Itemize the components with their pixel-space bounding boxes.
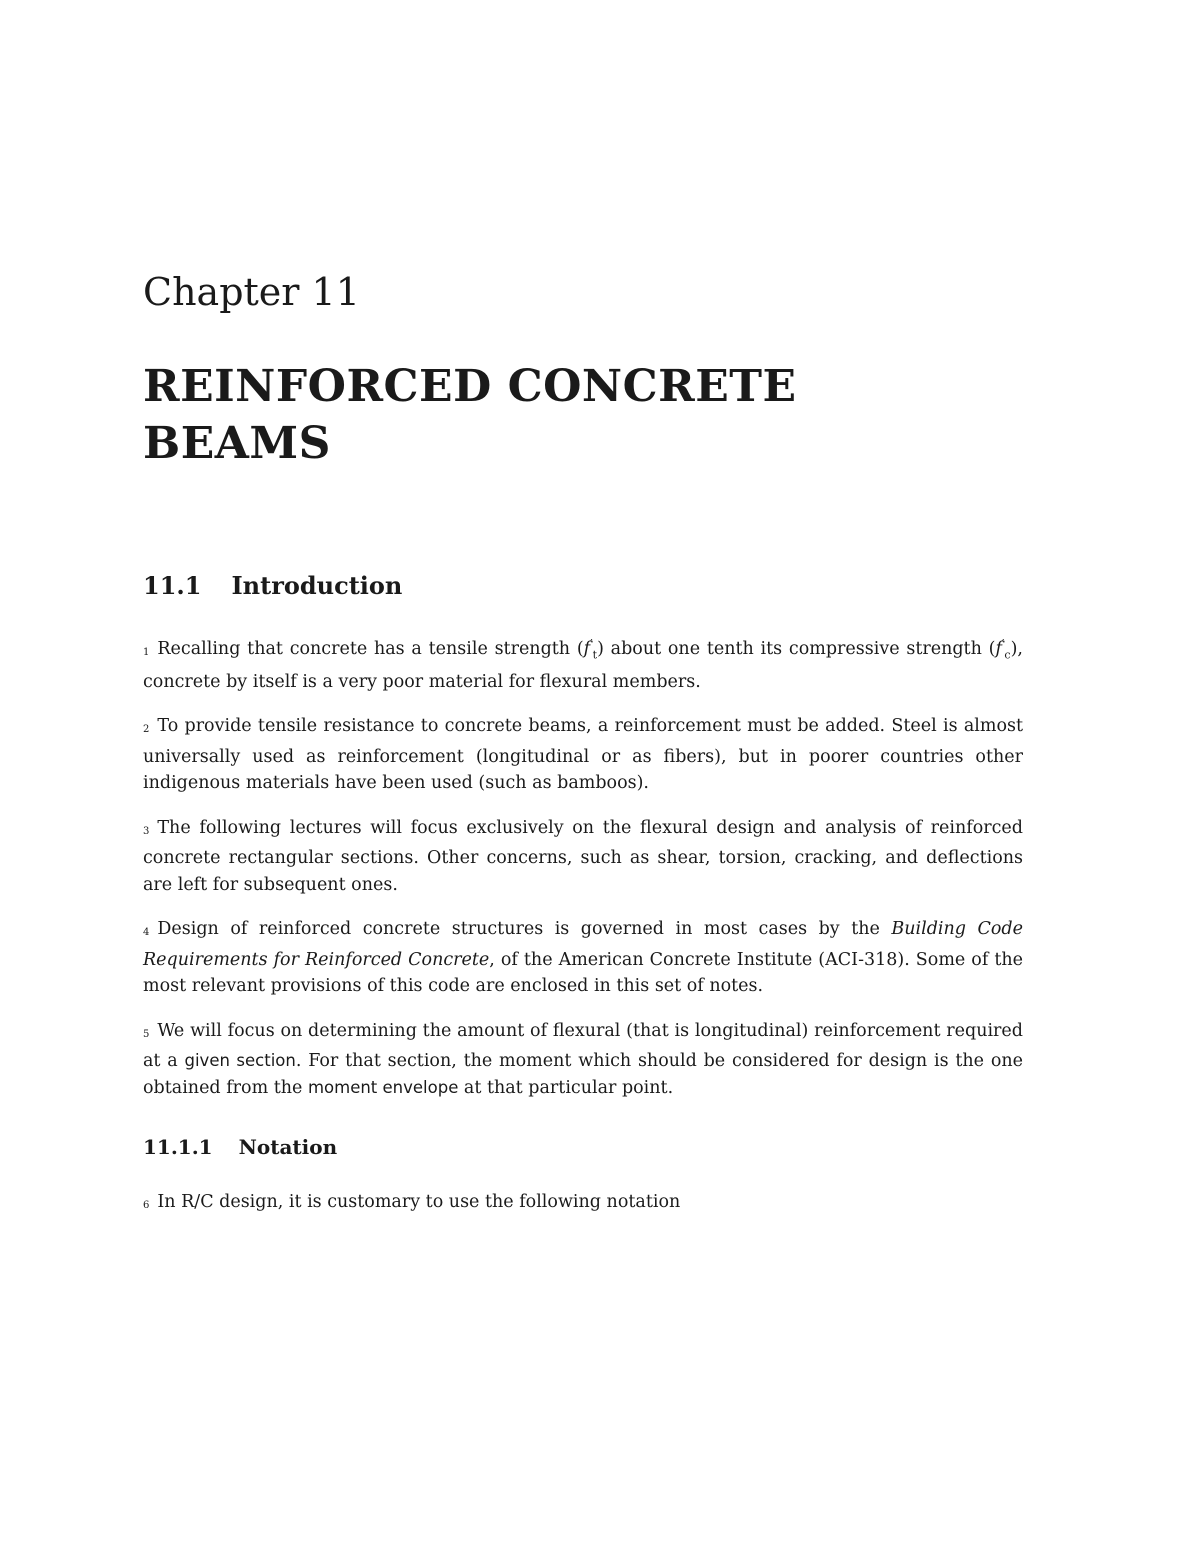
paragraph-text: , of the American Concrete Institute (ACI-318). Some of the most relevant provisions of this code are enclosed in this set of notes. xyxy=(143,949,1023,997)
paragraph-4 xyxy=(143,916,1023,1000)
paragraph-text: ) about one tenth its compressive strength ( xyxy=(597,638,996,659)
paragraph-number: 5 xyxy=(143,1028,150,1040)
paragraph-text: In R/C design, it is customary to use the following notation xyxy=(157,1192,681,1213)
section-title: Introduction xyxy=(231,570,403,600)
subsection-title: Notation xyxy=(238,1135,338,1160)
chapter-title-line1: REINFORCED CONCRETE xyxy=(143,360,797,412)
paragraph-3 xyxy=(143,815,1023,899)
paragraph-1 xyxy=(143,631,1023,695)
paragraph-text: at that particular point. xyxy=(458,1077,674,1098)
math-sup: ′ xyxy=(590,636,593,650)
math-base: f xyxy=(583,638,591,659)
paragraph-number: 6 xyxy=(143,1200,150,1212)
paragraph-number: 3 xyxy=(143,825,150,837)
section-number: 11.1 xyxy=(143,570,202,600)
paragraph-6 xyxy=(143,1189,1023,1220)
paragraph-text: ), concrete by itself is a very poor material for flexural members. xyxy=(143,638,1023,692)
paragraph-number: 1 xyxy=(143,646,150,658)
paragraph-text: Recalling that concrete has a tensile strength ( xyxy=(157,638,584,659)
paragraph-5 xyxy=(143,1018,1023,1102)
paragraph-text: Design of reinforced concrete structures is governed in most cases by the xyxy=(157,919,892,940)
paragraph-2 xyxy=(143,713,1023,797)
subsection-number: 11.1.1 xyxy=(143,1135,213,1160)
paragraph-text: To provide tensile resistance to concrete beams, a reinforcement must be added. Steel is almost universally used as reinforcement (longitudinal or as fibers), but in poorer countries other indigenous materials have been used (such as bamboos). xyxy=(143,716,1023,794)
paragraph-number: 4 xyxy=(143,927,150,939)
paragraph-text: . For that section, the moment which should be considered for design is the one obtained from the xyxy=(143,1051,1023,1098)
paragraph-text: We will focus on determining the amount of flexural (that is longitudinal) reinforcement required at a xyxy=(143,1020,1023,1072)
paragraph-text: The following lectures will focus exclusively on the flexural design and analysis of reinforced concrete rectangular sections. Other concerns, such as shear, torsion, cracking, and deflections are left for subsequent ones. xyxy=(143,817,1023,895)
chapter-title-line2: BEAMS xyxy=(143,417,331,469)
page-content xyxy=(143,270,1023,1220)
math-sup: ′ xyxy=(1001,636,1005,650)
subsection-heading xyxy=(143,1135,1023,1159)
math-base: f xyxy=(995,638,1002,659)
emphasis-given-section: given section xyxy=(184,1051,296,1071)
compressive-strength-symbol xyxy=(995,636,1011,662)
section-heading xyxy=(143,572,1023,601)
math-sub: c xyxy=(1004,648,1011,662)
chapter-label: Chapter 11 xyxy=(143,270,360,314)
aci-code-title: Building Code Requirements for Reinforced Concrete xyxy=(143,919,1023,970)
tensile-strength-symbol xyxy=(583,636,598,662)
paragraph-number: 2 xyxy=(143,724,150,736)
chapter-title xyxy=(143,358,1023,472)
emphasis-moment-envelope: moment envelope xyxy=(307,1077,459,1097)
math-sub: t xyxy=(592,648,598,662)
